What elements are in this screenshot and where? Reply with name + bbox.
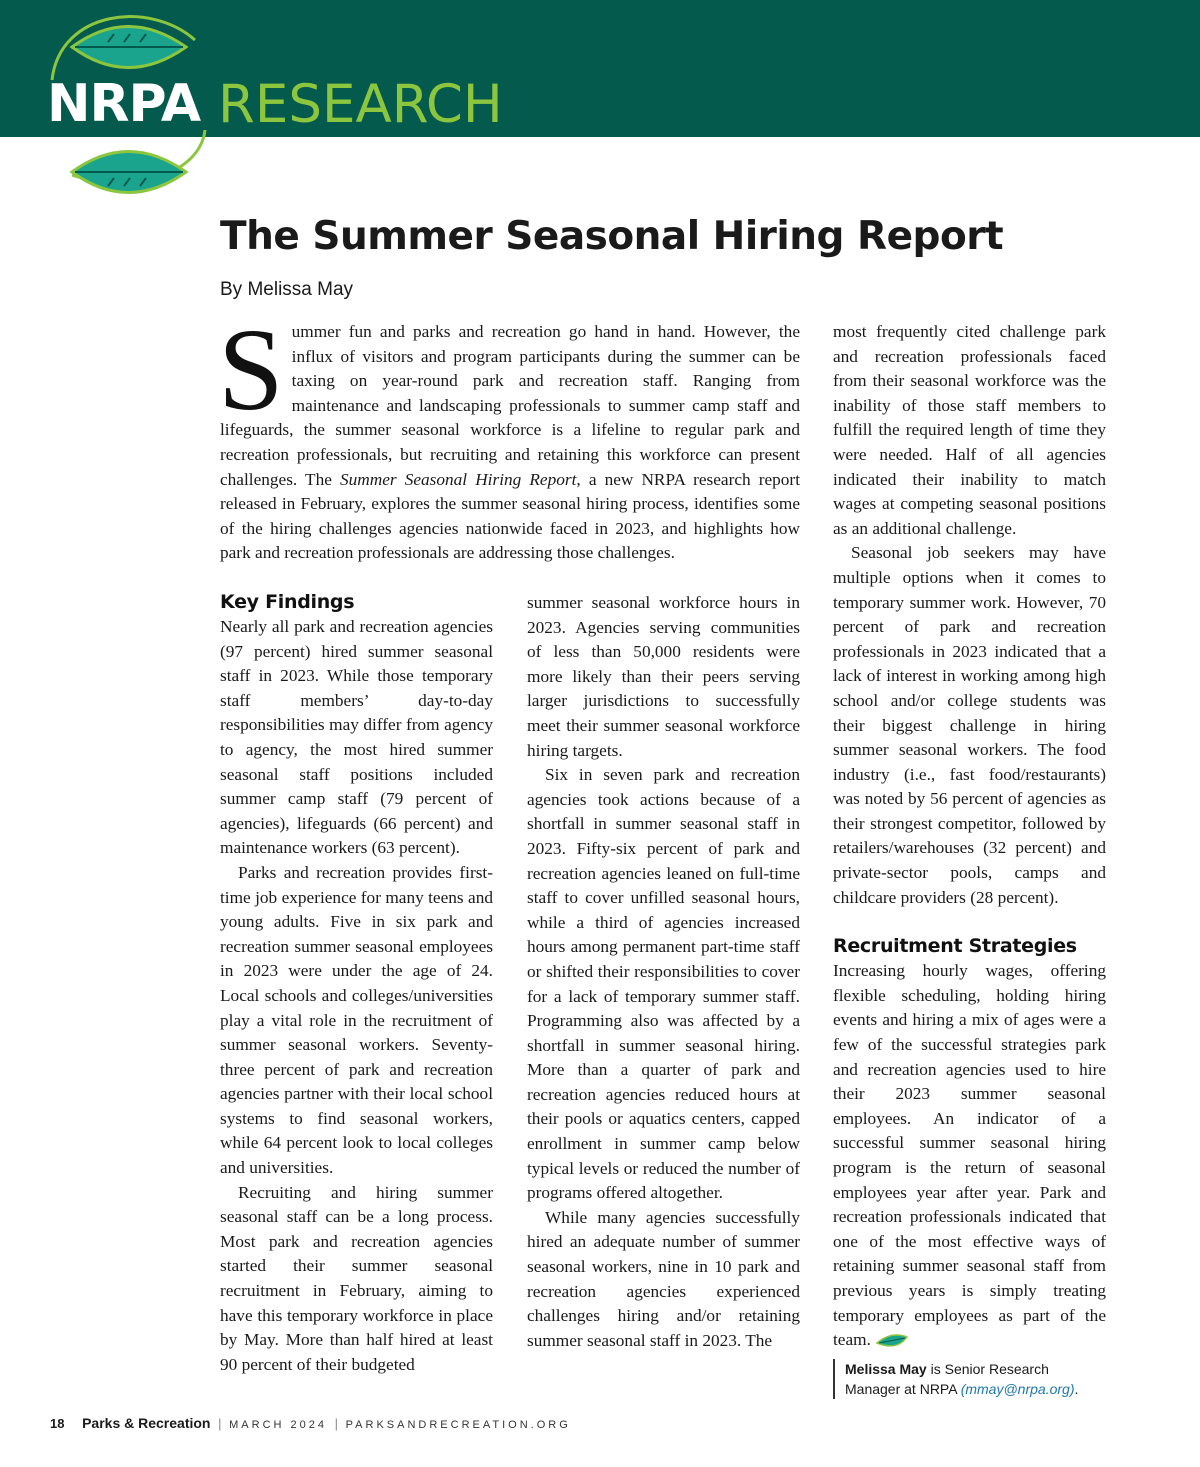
paragraph: summer seasonal workforce hours in 2023. Agencies serving communities of less than 50,000 residents were more likely than their peers serving larger jurisdictions to successfully meet their summer seasonal workforce hiring targets. bbox=[527, 593, 800, 760]
website-link[interactable]: PARKSANDRECREATION.ORG bbox=[345, 1419, 571, 1431]
column-1 bbox=[220, 589, 493, 1377]
author-bio-text: is Senior Research Manager at NRPA bbox=[845, 1360, 1049, 1397]
byline: By Melissa May bbox=[220, 279, 354, 300]
footer-separator: | bbox=[334, 1416, 339, 1431]
issue-date: MARCH 2024 bbox=[229, 1419, 327, 1431]
column-3 bbox=[833, 320, 1106, 1399]
paragraph: Recruiting and hiring summer seasonal staff can be a long process. Most park and recreation agencies started their summer seasonal recruitment in February, aiming to have this temporary workforce in place by May. More than half hired at least 90 percent of their budgeted bbox=[220, 1182, 493, 1374]
footer-separator: | bbox=[218, 1416, 222, 1431]
paragraph: Nearly all park and recreation agencies (97 percent) hired summer seasonal staff in 2023. While those temporary staff members’ day-to-day responsibilities may differ from agency to agency, the most hired summer seasonal staff positions included summer camp staff (79 percent of agencies), lifeguards (66 percent) and maintenance workers (63 percent). bbox=[220, 617, 493, 858]
paragraph bbox=[833, 959, 1106, 1353]
recruitment-strategies-heading: Recruitment Strategies bbox=[833, 935, 1077, 958]
author-bio-end: . bbox=[1074, 1380, 1079, 1397]
page-footer bbox=[50, 1415, 571, 1431]
report-title-italic: Summer Seasonal Hiring Report bbox=[339, 469, 577, 489]
article-title: The Summer Seasonal Hiring Report bbox=[220, 214, 1004, 259]
paragraph: Six in seven park and recreation agencies took actions because of a shortfall in summer seasonal staff in 2023. Fifty-six percent of park and recreation agencies leaned on full-time staff to cover unfilled seasonal hours, while a third of agencies increased hours among permanent part-time staff or shifted their responsibilities to cover for a lack of temporary summer staff. Programming also was affected by a shortfall in summer seasonal hiring. More than a quarter of park and recreation agencies reduced hours at their pools or aquatics centers, capped enrollment in summer camp below typical levels or reduced the number of programs offered altogether. bbox=[527, 765, 800, 1203]
intro-paragraph bbox=[218, 304, 800, 566]
author-bio bbox=[833, 1359, 1106, 1399]
intro-text-2: , a new NRPA research report released in February, explores the summer seasonal hiring process, identifies some of the hiring challenges agencies nationwide faced in 2023, and highlights how park and recreation professionals are addressing those challenges. bbox=[220, 469, 800, 563]
paragraph: Seasonal job seekers may have multiple options when it comes to temporary summer work. However, 70 percent of park and recreation professionals in 2023 indicated that a lack of interest in working among high school and/or college students was their biggest challenge in hiring summer seasonal workers. The food industry (i.e., fast food/restaurants) was noted by 56 percent of agencies as their strongest competitor, followed by retailers/warehouses (32 percent) and private-sector pools, camps and childcare providers (28 percent). bbox=[833, 543, 1106, 907]
paragraph: Parks and recreation provides first-time job experience for many teens and young adults. Five in six park and recreation summer seasonal employees in 2023 were under the age of 24. Local schools and colleges/universities play a vital role in the recruitment of summer seasonal workers. Seventy-three percent of park and recreation agencies partner with their local school systems to find seasonal workers, while 64 percent look to local colleges and universities. bbox=[220, 862, 493, 1178]
intro-text-1: ummer fun and parks and recreation go hand in hand. However, the influx of visitors and program participants during the summer can be taxing on year-round park and recreation staff. Ranging from maintenance and landscaping professionals to summer camp staff and lifeguards, the summer seasonal workforce is a lifeline to regular park and recreation professionals, but recruiting and retaining this workforce can present challenges. The bbox=[220, 322, 800, 489]
logo-research: RESEARCH bbox=[218, 74, 503, 135]
author-email-link[interactable]: (mmay@nrpa.org) bbox=[960, 1380, 1075, 1397]
key-findings-heading: Key Findings bbox=[220, 591, 355, 613]
author-name: Melissa May bbox=[845, 1360, 927, 1377]
drop-cap: S bbox=[218, 304, 284, 435]
paragraph-text: Increasing hourly wages, offering flexible scheduling, holding hiring events and hiring a mix of ages were a few of the successful strategies park and recreation agencies used to hire their 2023 summer seasonal employees. An indicator of a successful summer seasonal hiring program is the return of seasonal employees year after year. Park and recreation professionals indicated that one of the most effective ways of retaining summer seasonal staff from previous years is simply treating temporary employees as part of the team. bbox=[833, 961, 1106, 1350]
leaf-end-icon bbox=[875, 1333, 909, 1349]
column-2 bbox=[527, 591, 800, 1353]
paragraph: While many agencies successfully hired an adequate number of summer seasonal workers, nine in 10 park and recreation agencies experienced challenges hiring and/or retaining summer seasonal staff in 2023. The bbox=[527, 1207, 800, 1350]
magazine-name: Parks & Recreation bbox=[82, 1415, 211, 1431]
logo-nrpa: NRPA bbox=[47, 74, 201, 134]
paragraph: most frequently cited challenge park and recreation professionals faced from their seasonal workforce was the inability of those staff members to fulfill the required length of time they were needed. Half of all agencies indicated their inability to match wages at competing seasonal positions as an additional challenge. bbox=[833, 322, 1106, 538]
page-number: 18 bbox=[50, 1416, 65, 1431]
